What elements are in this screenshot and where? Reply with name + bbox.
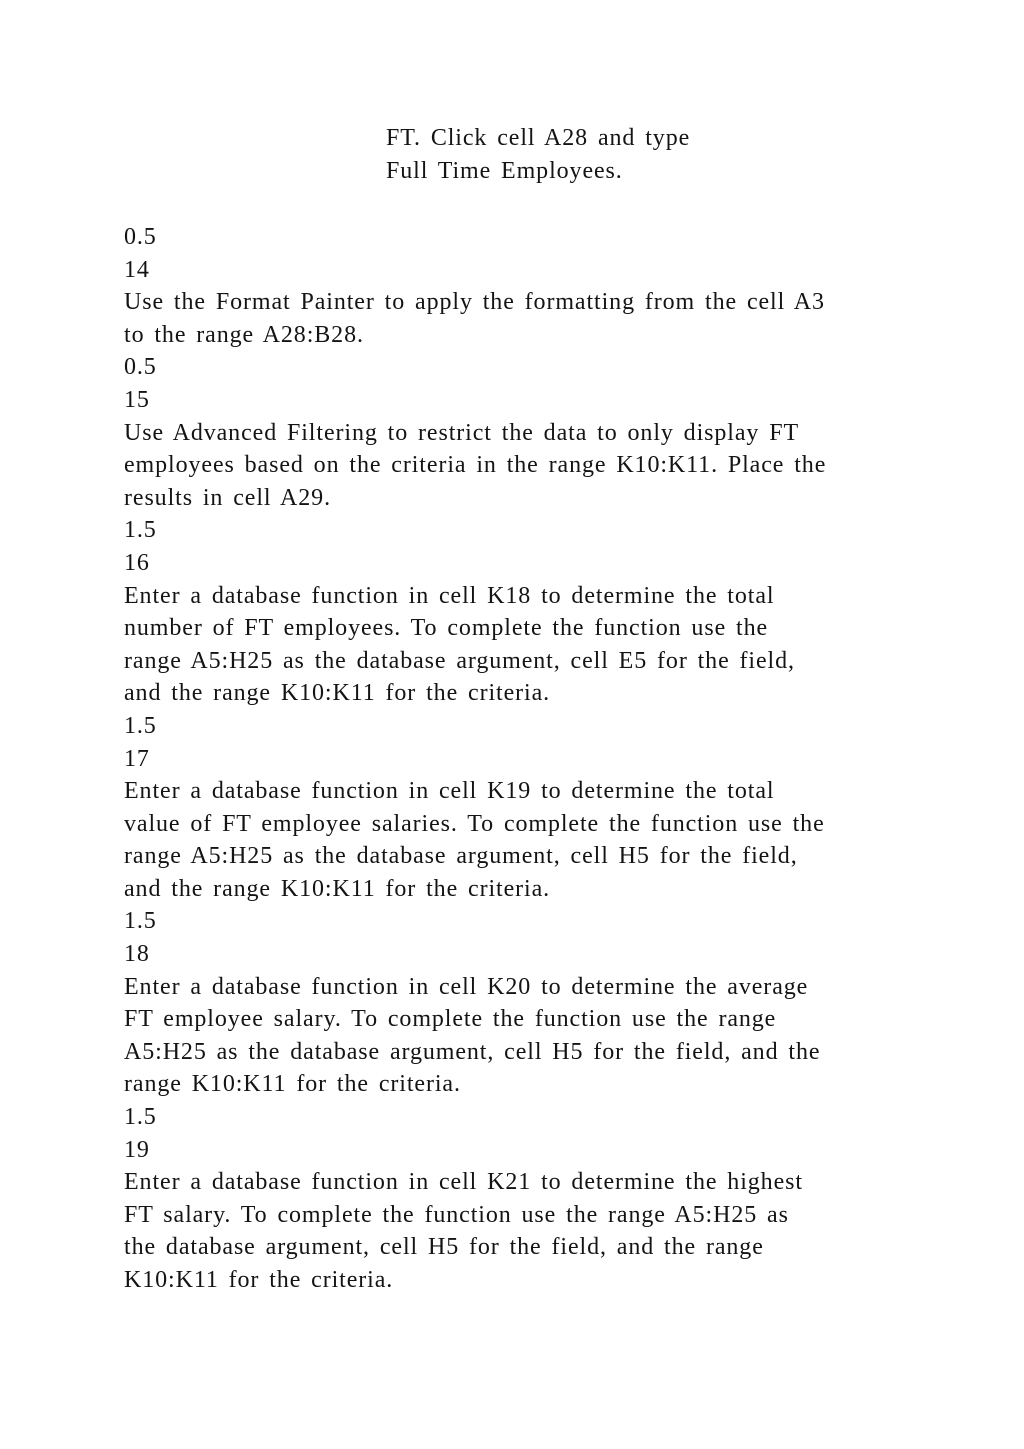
- instruction-line: range A5:H25 as the database argument, cell E5 for the field,: [124, 647, 795, 674]
- instruction-line: employees based on the criteria in the range K10:K11. Place the: [124, 452, 827, 479]
- points-value: 1.5: [124, 1104, 157, 1131]
- instruction-line: K10:K11 for the criteria.: [124, 1267, 394, 1293]
- instruction-line: value of FT employee salaries. To complete the function use the: [124, 810, 825, 837]
- instruction-line: Use Advanced Filtering to restrict the data to only display FT: [124, 419, 800, 446]
- step-number: 19: [124, 1136, 150, 1163]
- step-number: 18: [124, 941, 150, 968]
- step-number: 16: [124, 549, 150, 576]
- instruction-line: Use the Format Painter to apply the formatting from the cell A3: [124, 289, 825, 316]
- intro-text: [386, 122, 906, 187]
- step-number: 17: [124, 745, 150, 772]
- instruction-line: A5:H25 as the database argument, cell H5 for the field, and the: [124, 1038, 821, 1065]
- points-value: 0.5: [124, 354, 157, 381]
- instruction-item: [124, 1101, 914, 1297]
- instruction-line: and the range K10:K11 for the criteria.: [124, 680, 551, 707]
- instruction-line: FT employee salary. To complete the function use the range: [124, 1006, 777, 1033]
- instruction-line: Enter a database function in cell K19 to determine the total: [124, 778, 775, 805]
- instruction-item: [124, 905, 914, 1101]
- instruction-line: FT salary. To complete the function use the range A5:H25 as: [124, 1201, 789, 1228]
- instruction-line: range A5:H25 as the database argument, cell H5 for the field,: [124, 843, 798, 870]
- instruction-line: to the range A28:B28.: [124, 321, 364, 348]
- instruction-item: [124, 710, 914, 906]
- instruction-item: [124, 221, 914, 351]
- instruction-line: Enter a database function in cell K20 to determine the average: [124, 973, 809, 1000]
- points-value: 0.5: [124, 224, 157, 250]
- step-number: 14: [124, 256, 150, 283]
- points-value: 1.5: [124, 517, 157, 544]
- instruction-line: Enter a database function in cell K21 to determine the highest: [124, 1169, 803, 1196]
- points-value: 1.5: [124, 712, 157, 739]
- instruction-line: number of FT employees. To complete the function use the: [124, 615, 769, 642]
- instruction-item: [124, 351, 914, 514]
- intro-line: Full Time Employees.: [386, 157, 623, 184]
- step-number: 15: [124, 386, 150, 413]
- instructions-list: [124, 221, 914, 1297]
- points-value: 1.5: [124, 908, 157, 935]
- instruction-line: Enter a database function in cell K18 to determine the total: [124, 582, 775, 609]
- instruction-line: and the range K10:K11 for the criteria.: [124, 875, 551, 902]
- intro-line: FT. Click cell A28 and type: [386, 125, 691, 151]
- instruction-item: [124, 514, 914, 710]
- instruction-line: range K10:K11 for the criteria.: [124, 1071, 461, 1098]
- instruction-line: the database argument, cell H5 for the field, and the range: [124, 1234, 764, 1261]
- instruction-line: results in cell A29.: [124, 484, 331, 511]
